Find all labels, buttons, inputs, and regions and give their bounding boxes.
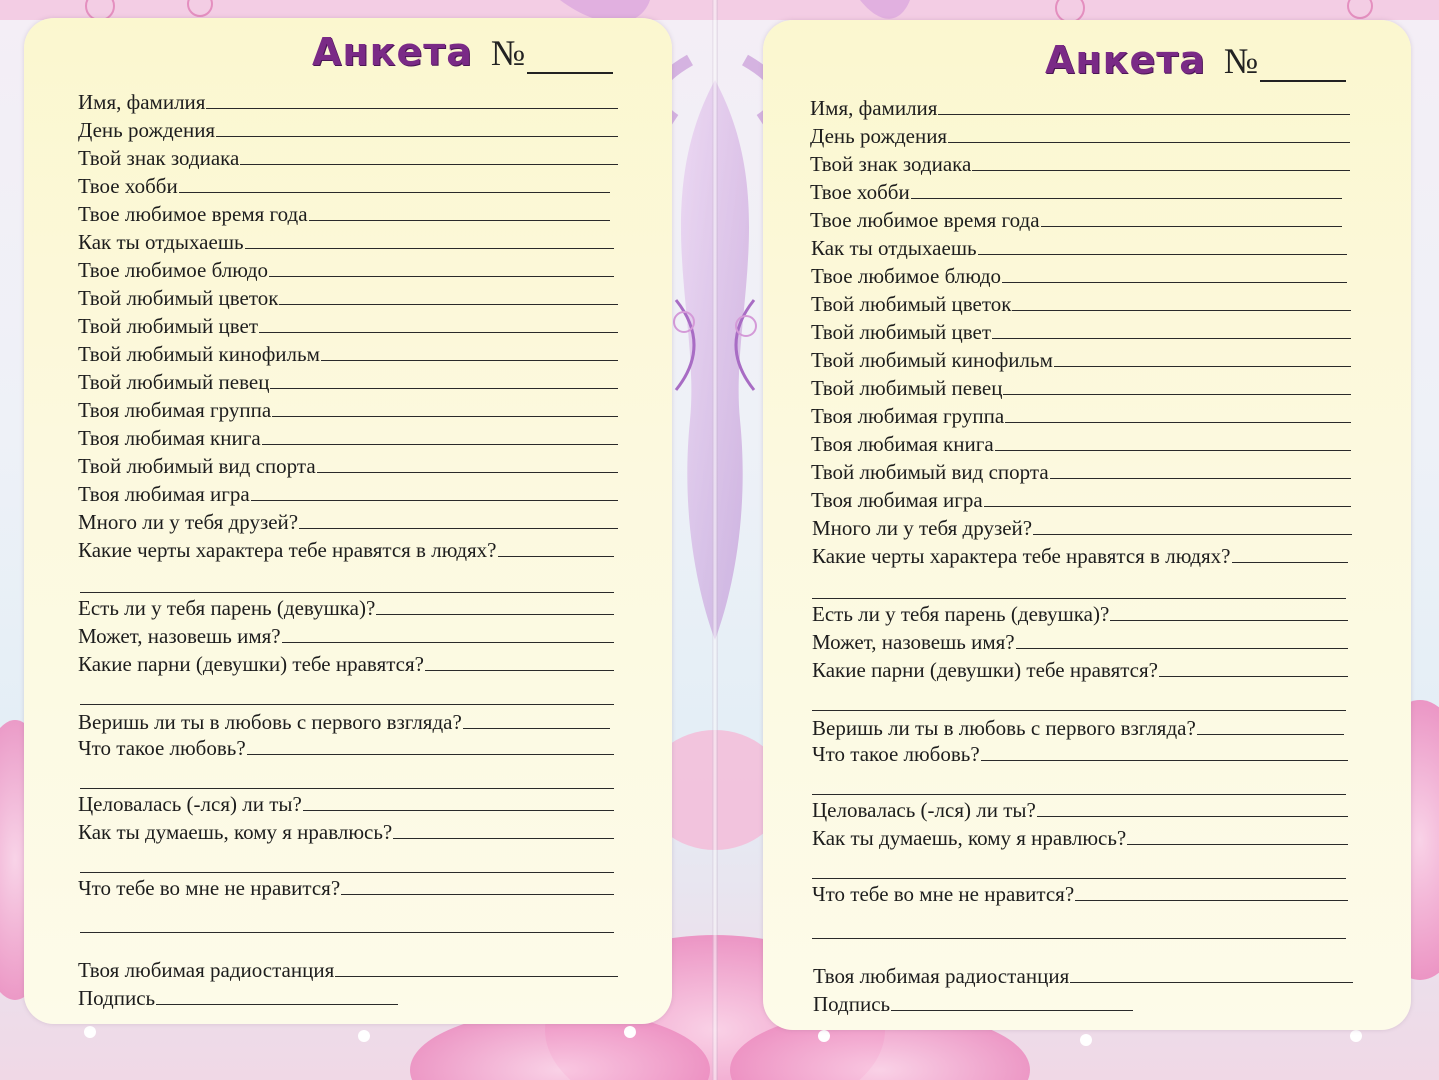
question-row bbox=[812, 658, 1348, 682]
question-label: Твой любимый певец bbox=[78, 370, 270, 394]
answer-line[interactable] bbox=[463, 710, 610, 729]
question-row bbox=[811, 292, 1351, 316]
answer-line[interactable] bbox=[1070, 964, 1353, 983]
question-label: Как ты думаешь, кому я нравлюсь? bbox=[812, 826, 1127, 850]
question-label: Твоя любимая группа bbox=[811, 404, 1005, 428]
question-row bbox=[78, 876, 614, 900]
question-label: Твой знак зодиака bbox=[810, 152, 972, 176]
question-label: Твой любимый певец bbox=[811, 376, 1003, 400]
questionnaire-title-left bbox=[312, 30, 613, 74]
question-row bbox=[78, 202, 610, 226]
question-row bbox=[78, 482, 618, 506]
number-sign: № bbox=[490, 33, 526, 73]
question-label: Что тебе во мне не нравится? bbox=[812, 882, 1075, 906]
question-row bbox=[78, 118, 618, 142]
question-row bbox=[78, 958, 618, 982]
question-label: Какие черты характера тебе нравятся в людях? bbox=[78, 538, 497, 562]
question-row bbox=[812, 544, 1348, 568]
question-label: Что такое любовь? bbox=[78, 736, 246, 760]
decor-dot bbox=[624, 1026, 636, 1038]
question-label: Твоя любимая книга bbox=[811, 432, 994, 456]
question-row bbox=[78, 90, 618, 114]
question-row bbox=[78, 454, 618, 478]
question-row bbox=[78, 820, 614, 844]
answer-line[interactable] bbox=[240, 146, 618, 165]
question-row bbox=[810, 152, 1350, 176]
question-row bbox=[813, 992, 1133, 1016]
question-row bbox=[78, 624, 614, 648]
question-row bbox=[810, 96, 1350, 120]
question-label: Твоя любимая радиостанция bbox=[78, 958, 335, 982]
answer-line[interactable] bbox=[891, 992, 1133, 1011]
answer-line[interactable] bbox=[978, 236, 1347, 255]
answer-line[interactable] bbox=[1041, 208, 1342, 227]
question-row bbox=[812, 716, 1344, 740]
answer-line[interactable] bbox=[984, 488, 1351, 507]
question-label: Как ты думаешь, кому я нравлюсь? bbox=[78, 820, 393, 844]
question-label: Много ли у тебя друзей? bbox=[812, 516, 1033, 540]
answer-line[interactable] bbox=[259, 314, 618, 333]
question-label: Твое любимое время года bbox=[78, 202, 308, 226]
question-label: Твой любимый кинофильм bbox=[811, 348, 1053, 372]
answer-line-continuation[interactable] bbox=[812, 598, 1346, 599]
answer-line-continuation[interactable] bbox=[80, 592, 614, 593]
decor-dot bbox=[1080, 1034, 1092, 1046]
question-label: Целовалась (-лся) ли ты? bbox=[812, 798, 1036, 822]
answer-line[interactable] bbox=[1054, 348, 1351, 367]
question-row bbox=[78, 342, 618, 366]
question-row bbox=[78, 258, 614, 282]
answer-line[interactable] bbox=[992, 320, 1351, 339]
question-label: Как ты отдыхаешь bbox=[78, 230, 244, 254]
answer-line[interactable] bbox=[303, 792, 614, 811]
answer-line[interactable] bbox=[911, 180, 1342, 199]
question-row bbox=[811, 264, 1347, 288]
question-row bbox=[810, 180, 1342, 204]
answer-line[interactable] bbox=[1197, 716, 1344, 735]
answer-line[interactable] bbox=[995, 432, 1351, 451]
question-row bbox=[811, 236, 1347, 260]
number-sign: № bbox=[1223, 41, 1259, 81]
question-label: День рождения bbox=[78, 118, 216, 142]
question-row bbox=[78, 792, 614, 816]
question-row bbox=[811, 460, 1351, 484]
question-row bbox=[78, 230, 614, 254]
book-gutter bbox=[712, 0, 718, 1080]
question-label: Твой любимый вид спорта bbox=[811, 460, 1049, 484]
answer-line[interactable] bbox=[270, 370, 618, 389]
answer-line-continuation[interactable] bbox=[812, 878, 1346, 879]
answer-line-continuation[interactable] bbox=[80, 872, 614, 873]
answer-line-continuation[interactable] bbox=[80, 932, 614, 933]
number-blank[interactable] bbox=[1260, 50, 1346, 82]
question-row bbox=[810, 124, 1350, 148]
question-label: Твоя любимая радиостанция bbox=[813, 964, 1070, 988]
question-label: Может, назовешь имя? bbox=[78, 624, 281, 648]
answer-line[interactable] bbox=[948, 124, 1350, 143]
answer-line-continuation[interactable] bbox=[812, 794, 1346, 795]
question-label: Твоя любимая книга bbox=[78, 426, 261, 450]
question-row bbox=[812, 742, 1348, 766]
question-row bbox=[811, 488, 1351, 512]
question-label: День рождения bbox=[810, 124, 948, 148]
answer-line[interactable] bbox=[1127, 826, 1348, 845]
question-row bbox=[811, 320, 1351, 344]
answer-line[interactable] bbox=[1033, 516, 1352, 535]
questionnaire-title-right bbox=[1045, 38, 1346, 82]
question-label: Какие парни (девушки) тебе нравятся? bbox=[812, 658, 1158, 682]
answer-line[interactable] bbox=[1050, 460, 1351, 479]
answer-line[interactable] bbox=[299, 510, 618, 529]
answer-line[interactable] bbox=[1002, 264, 1347, 283]
question-row bbox=[78, 314, 618, 338]
title-text: Анкета bbox=[312, 30, 473, 74]
question-row bbox=[78, 426, 618, 450]
answer-line[interactable] bbox=[376, 596, 614, 615]
question-label: Твой любимый цветок bbox=[811, 292, 1012, 316]
title-text: Анкета bbox=[1045, 38, 1206, 82]
question-row bbox=[78, 286, 618, 310]
decor-dot bbox=[358, 1030, 370, 1042]
answer-line[interactable] bbox=[498, 538, 615, 557]
question-row bbox=[811, 432, 1351, 456]
answer-line-continuation[interactable] bbox=[812, 710, 1346, 711]
answer-line[interactable] bbox=[335, 958, 618, 977]
question-row bbox=[810, 208, 1342, 232]
answer-line[interactable] bbox=[1005, 404, 1351, 423]
answer-line[interactable] bbox=[1012, 292, 1351, 311]
question-label: Есть ли у тебя парень (девушка)? bbox=[812, 602, 1110, 626]
answer-line[interactable] bbox=[972, 152, 1350, 171]
question-row bbox=[813, 964, 1353, 988]
question-row bbox=[78, 736, 614, 760]
question-row bbox=[78, 652, 614, 676]
answer-line-continuation[interactable] bbox=[80, 704, 614, 705]
question-label: Твой любимый цвет bbox=[811, 320, 992, 344]
question-label: Твое любимое блюдо bbox=[811, 264, 1002, 288]
answer-line[interactable] bbox=[179, 174, 610, 193]
question-label: Много ли у тебя друзей? bbox=[78, 510, 299, 534]
question-label: Целовалась (-лся) ли ты? bbox=[78, 792, 302, 816]
question-label: Какие черты характера тебе нравятся в людях? bbox=[812, 544, 1231, 568]
answer-line[interactable] bbox=[341, 876, 614, 895]
answer-line[interactable] bbox=[1232, 544, 1349, 563]
answer-line[interactable] bbox=[1110, 602, 1348, 621]
question-label: Есть ли у тебя парень (девушка)? bbox=[78, 596, 376, 620]
question-label: Что тебе во мне не нравится? bbox=[78, 876, 341, 900]
question-row bbox=[78, 538, 614, 562]
question-label: Твой любимый вид спорта bbox=[78, 454, 316, 478]
question-row bbox=[812, 798, 1348, 822]
answer-line[interactable] bbox=[309, 202, 610, 221]
answer-line[interactable] bbox=[156, 986, 398, 1005]
answer-line[interactable] bbox=[1037, 798, 1348, 817]
question-row bbox=[78, 174, 610, 198]
question-label: Подпись bbox=[813, 992, 891, 1016]
answer-line[interactable] bbox=[279, 286, 618, 305]
question-row bbox=[78, 370, 618, 394]
question-label: Имя, фамилия bbox=[78, 90, 206, 114]
question-label: Твое любимое время года bbox=[810, 208, 1040, 232]
question-row bbox=[78, 986, 398, 1010]
answer-line[interactable] bbox=[206, 90, 618, 109]
question-row bbox=[78, 510, 618, 534]
question-label: Твоя любимая игра bbox=[811, 488, 983, 512]
question-row bbox=[811, 348, 1351, 372]
question-label: Твоя любимая игра bbox=[78, 482, 250, 506]
question-label: Может, назовешь имя? bbox=[812, 630, 1015, 654]
question-label: Подпись bbox=[78, 986, 156, 1010]
answer-line[interactable] bbox=[269, 258, 614, 277]
question-row bbox=[812, 516, 1352, 540]
question-label: Веришь ли ты в любовь с первого взгляда? bbox=[812, 716, 1196, 740]
question-row bbox=[78, 710, 610, 734]
question-row bbox=[811, 404, 1351, 428]
question-row bbox=[811, 376, 1351, 400]
question-label: Как ты отдыхаешь bbox=[811, 236, 977, 260]
answer-line[interactable] bbox=[981, 742, 1348, 761]
question-row bbox=[812, 882, 1348, 906]
question-label: Твоя любимая группа bbox=[78, 398, 272, 422]
answer-line[interactable] bbox=[247, 736, 614, 755]
question-label: Твой любимый цвет bbox=[78, 314, 259, 338]
answer-line[interactable] bbox=[1159, 658, 1348, 677]
question-label: Веришь ли ты в любовь с первого взгляда? bbox=[78, 710, 462, 734]
answer-line[interactable] bbox=[1003, 376, 1351, 395]
question-label: Какие парни (девушки) тебе нравятся? bbox=[78, 652, 424, 676]
answer-line-continuation[interactable] bbox=[80, 788, 614, 789]
question-label: Твое хобби bbox=[810, 180, 910, 204]
answer-line[interactable] bbox=[245, 230, 614, 249]
answer-line[interactable] bbox=[272, 398, 618, 417]
question-row bbox=[78, 146, 618, 170]
answer-line[interactable] bbox=[425, 652, 614, 671]
answer-line[interactable] bbox=[1016, 630, 1348, 649]
decor-dot bbox=[1350, 1030, 1362, 1042]
question-row bbox=[812, 826, 1348, 850]
question-row bbox=[812, 602, 1348, 626]
question-row bbox=[812, 630, 1348, 654]
question-row bbox=[78, 596, 614, 620]
question-row bbox=[78, 398, 618, 422]
question-label: Имя, фамилия bbox=[810, 96, 938, 120]
answer-line-continuation[interactable] bbox=[812, 938, 1346, 939]
question-label: Твой любимый кинофильм bbox=[78, 342, 320, 366]
question-label: Что такое любовь? bbox=[812, 742, 980, 766]
question-label: Твое хобби bbox=[78, 174, 178, 198]
answer-line[interactable] bbox=[216, 118, 618, 137]
answer-line[interactable] bbox=[1075, 882, 1348, 901]
answer-line[interactable] bbox=[393, 820, 614, 839]
answer-line[interactable] bbox=[321, 342, 618, 361]
question-label: Твой знак зодиака bbox=[78, 146, 240, 170]
question-label: Твое любимое блюдо bbox=[78, 258, 269, 282]
decor-dot bbox=[84, 1026, 96, 1038]
question-label: Твой любимый цветок bbox=[78, 286, 279, 310]
answer-line[interactable] bbox=[251, 482, 618, 501]
answer-line[interactable] bbox=[282, 624, 614, 643]
answer-line[interactable] bbox=[938, 96, 1350, 115]
decor-dot bbox=[818, 1030, 830, 1042]
answer-line[interactable] bbox=[317, 454, 618, 473]
number-blank[interactable] bbox=[527, 42, 613, 74]
answer-line[interactable] bbox=[262, 426, 618, 445]
